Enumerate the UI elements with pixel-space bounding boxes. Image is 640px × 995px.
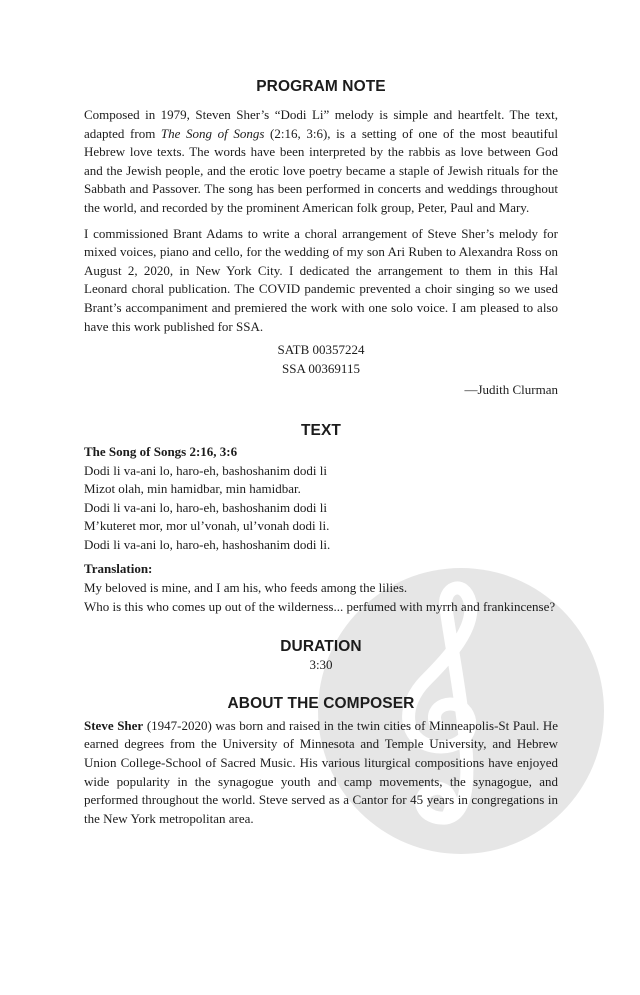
author-signature: —Judith Clurman	[464, 382, 558, 398]
program-note-paragraph-2: I commissioned Brant Adams to write a choral arrangement of Steve Sher’s melody for mixed voices, piano and cello, for the wedding of my son Ari Ruben to Alexandra Ross on August 2, 2020, in New York City. I dedicated the arrangement to them in this Hal Leonard choral publication. The COVID pandemic prevented a choir singing so we used Brant’s accompaniment and premiered the work with one solo voice. I am pleased to also have this work published for SSA.	[84, 225, 558, 334]
catalog-number-satb: SATB 00357224	[277, 342, 365, 358]
translation-label: Translation:	[84, 561, 153, 577]
text-line: Dodi li va-ani lo, haro-eh, hashoshanim dodi li.	[84, 536, 331, 552]
text-line: Dodi li va-ani lo, haro-eh, bashoshanim dodi li	[84, 499, 327, 515]
composer-bio-text: (1947-2020) was born and raised in the twin cities of Minneapolis-St Paul. He earned degrees from the University of Minnesota and Temple University, and Hebrew Union College-School of Sacred Music. His various liturgical compositions have enjoyed wide popularity in the synagogue youth and camp movements, the synagogue, and performed throughout the world. Steve served as a Cantor for 45 years in congregations in the New York metropolitan area.	[84, 717, 558, 826]
duration-heading: DURATION	[280, 638, 362, 656]
program-note-p1-end: (2:16, 3:6), is a setting of one of the most beautiful Hebrew love texts. The words have been interpreted by the rabbis as love between God and the Jewish people, and the erotic love poetry became a staple of Jewish rituals for the Sabbath and Passover. The song has been performed in concerts and weddings throughout the world, and recorded by the prominent American folk group, Peter, Paul and Mary.	[84, 125, 558, 215]
text-line: Mizot olah, min hamidbar, min hamidbar.	[84, 481, 301, 497]
program-note-heading: PROGRAM NOTE	[256, 78, 386, 95]
text-heading: TEXT	[300, 421, 341, 439]
text-source: The Song of Songs 2:16, 3:6	[84, 443, 238, 459]
program-note-p1-start: Composed in 1979, Steven Sher’s “Dodi Li” melody is simple and heartfelt. The text, adapted from	[84, 107, 558, 141]
duration-value: 3:30	[309, 657, 333, 673]
about-composer-heading: ABOUT THE COMPOSER	[227, 694, 415, 712]
text-line: Dodi li va-ani lo, haro-eh, bashoshanim dodi li	[84, 462, 327, 478]
catalog-number-ssa: SSA 00369115	[282, 360, 360, 376]
translation-line: My beloved is mine, and I am his, who feeds among the lilies.	[84, 580, 408, 596]
composer-name: Steve Sher	[84, 717, 144, 733]
translation-line: Who is this who comes up out of the wilderness... perfumed with myrrh and frankincense?	[84, 598, 556, 614]
song-of-songs-title: The Song of Songs	[160, 125, 265, 141]
composer-bio	[84, 717, 558, 829]
text-line: M’kuteret mor, mor ul’vonah, ul’vonah dodi li.	[84, 518, 330, 534]
program-note-paragraph-1	[84, 106, 558, 218]
